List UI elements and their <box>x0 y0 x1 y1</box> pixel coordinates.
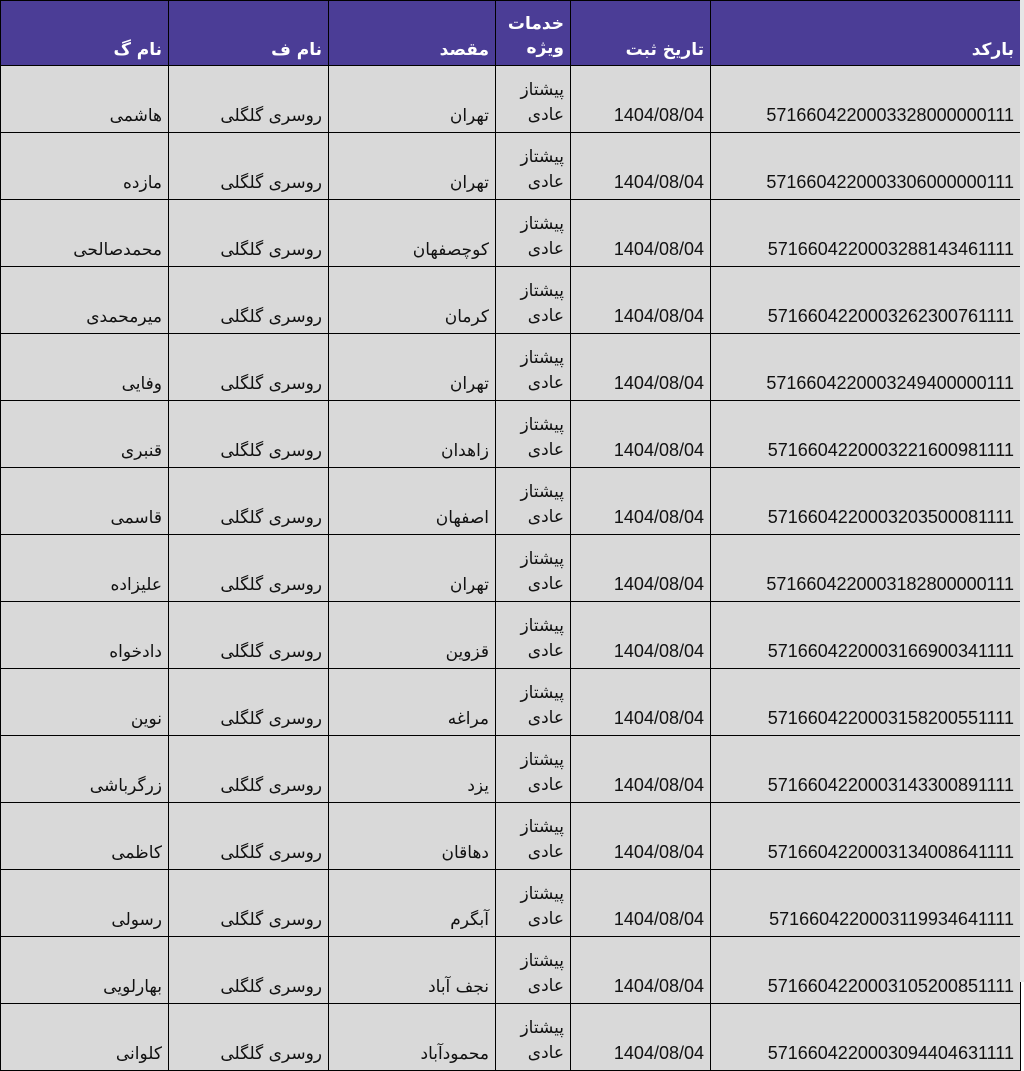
barcode-cell[interactable]: 5716604220003249400000111 <box>711 334 1021 401</box>
first-name-cell[interactable]: روسری گلگلی <box>169 468 329 535</box>
table-row <box>1 1004 1021 1071</box>
services-cell[interactable] <box>496 535 571 602</box>
services-cell[interactable] <box>496 66 571 133</box>
reg-date-cell[interactable]: 1404/08/04 <box>571 669 711 736</box>
service-class: عادی <box>527 976 564 996</box>
first-name-cell[interactable]: روسری گلگلی <box>169 803 329 870</box>
service-type: پیشتاز <box>520 482 564 502</box>
barcode-cell[interactable]: 5716604220003105200851111 <box>711 937 1021 1004</box>
table-row <box>1 334 1021 401</box>
destination-cell[interactable]: یزد <box>329 736 496 803</box>
table-row <box>1 401 1021 468</box>
service-type: پیشتاز <box>520 348 564 368</box>
last-name-cell[interactable]: وفایی <box>1 334 169 401</box>
last-name-cell[interactable]: قاسمی <box>1 468 169 535</box>
destination-cell[interactable]: تهران <box>329 133 496 200</box>
reg-date-cell[interactable]: 1404/08/04 <box>571 66 711 133</box>
service-class: عادی <box>527 306 564 326</box>
service-type: پیشتاز <box>520 817 564 837</box>
destination-cell[interactable]: دهاقان <box>329 803 496 870</box>
services-cell[interactable] <box>496 200 571 267</box>
service-type: پیشتاز <box>520 214 564 234</box>
service-class: عادی <box>527 507 564 527</box>
reg-date-cell[interactable]: 1404/08/04 <box>571 200 711 267</box>
reg-date-cell[interactable]: 1404/08/04 <box>571 535 711 602</box>
service-type: پیشتاز <box>520 147 564 167</box>
service-class: عادی <box>527 842 564 862</box>
service-type: پیشتاز <box>520 683 564 703</box>
table-row <box>1 535 1021 602</box>
table-row <box>1 803 1021 870</box>
reg-date-cell[interactable]: 1404/08/04 <box>571 133 711 200</box>
first-name-cell[interactable]: روسری گلگلی <box>169 1004 329 1071</box>
destination-cell[interactable]: کرمان <box>329 267 496 334</box>
reg-date-cell[interactable]: 1404/08/04 <box>571 602 711 669</box>
first-name-cell[interactable]: روسری گلگلی <box>169 334 329 401</box>
last-name-cell[interactable]: کلوانی <box>1 1004 169 1071</box>
reg-date-cell[interactable]: 1404/08/04 <box>571 937 711 1004</box>
service-class: عادی <box>527 239 564 259</box>
header-barcode[interactable]: بارکد <box>711 1 1021 66</box>
last-name-cell[interactable]: علیزاده <box>1 535 169 602</box>
barcode-cell[interactable]: 5716604220003221600981111 <box>711 401 1021 468</box>
services-cell[interactable] <box>496 334 571 401</box>
barcode-cell[interactable]: 5716604220003166900341111 <box>711 602 1021 669</box>
service-class: عادی <box>527 574 564 594</box>
service-type: پیشتاز <box>520 281 564 301</box>
destination-cell[interactable]: زاهدان <box>329 401 496 468</box>
first-name-cell[interactable]: روسری گلگلی <box>169 669 329 736</box>
destination-cell[interactable]: تهران <box>329 66 496 133</box>
header-reg-date[interactable]: تاریخ ثبت <box>571 1 711 66</box>
service-type: پیشتاز <box>520 750 564 770</box>
service-class: عادی <box>527 105 564 125</box>
table-row <box>1 66 1021 133</box>
services-cell[interactable] <box>496 870 571 937</box>
reg-date-cell[interactable]: 1404/08/04 <box>571 736 711 803</box>
destination-cell[interactable]: قزوین <box>329 602 496 669</box>
last-name-cell[interactable]: بهارلویی <box>1 937 169 1004</box>
services-cell[interactable] <box>496 133 571 200</box>
first-name-cell[interactable]: روسری گلگلی <box>169 535 329 602</box>
table-row <box>1 870 1021 937</box>
barcode-cell[interactable]: 5716604220003119934641111 <box>711 870 1021 937</box>
reg-date-cell[interactable]: 1404/08/04 <box>571 803 711 870</box>
barcode-cell[interactable]: 5716604220003203500081111 <box>711 468 1021 535</box>
services-cell[interactable] <box>496 669 571 736</box>
first-name-cell[interactable]: روسری گلگلی <box>169 267 329 334</box>
reg-date-cell[interactable]: 1404/08/04 <box>571 401 711 468</box>
table-row <box>1 133 1021 200</box>
service-class: عادی <box>527 373 564 393</box>
barcode-cell[interactable]: 5716604220003182800000111 <box>711 535 1021 602</box>
barcode-cell[interactable]: 5716604220003143300891111 <box>711 736 1021 803</box>
service-type: پیشتاز <box>520 415 564 435</box>
services-cell[interactable] <box>496 468 571 535</box>
last-name-cell[interactable]: محمدصالحی <box>1 200 169 267</box>
service-class: عادی <box>527 708 564 728</box>
table-row <box>1 200 1021 267</box>
service-type: پیشتاز <box>520 80 564 100</box>
services-cell[interactable] <box>496 937 571 1004</box>
service-type: پیشتاز <box>520 884 564 904</box>
last-name-cell[interactable]: دادخواه <box>1 602 169 669</box>
sheet-edge <box>1020 0 1024 982</box>
last-name-cell[interactable]: زرگرباشی <box>1 736 169 803</box>
destination-cell[interactable]: تهران <box>329 334 496 401</box>
destination-cell[interactable]: تهران <box>329 535 496 602</box>
first-name-cell[interactable]: روسری گلگلی <box>169 602 329 669</box>
destination-cell[interactable]: اصفهان <box>329 468 496 535</box>
last-name-cell[interactable]: هاشمی <box>1 66 169 133</box>
service-class: عادی <box>527 641 564 661</box>
reg-date-cell[interactable]: 1404/08/04 <box>571 334 711 401</box>
table-row <box>1 602 1021 669</box>
first-name-cell[interactable]: روسری گلگلی <box>169 133 329 200</box>
barcode-cell[interactable]: 5716604220003306000000111 <box>711 133 1021 200</box>
destination-cell[interactable]: کوچصفهان <box>329 200 496 267</box>
last-name-cell[interactable]: نوین <box>1 669 169 736</box>
last-name-cell[interactable]: رسولی <box>1 870 169 937</box>
service-type: پیشتاز <box>520 549 564 569</box>
services-cell[interactable] <box>496 803 571 870</box>
services-cell[interactable] <box>496 267 571 334</box>
reg-date-cell[interactable]: 1404/08/04 <box>571 468 711 535</box>
first-name-cell[interactable]: روسری گلگلی <box>169 200 329 267</box>
first-name-cell[interactable]: روسری گلگلی <box>169 736 329 803</box>
first-name-cell[interactable]: روسری گلگلی <box>169 937 329 1004</box>
header-destination[interactable]: مقصد <box>329 1 496 66</box>
services-cell[interactable] <box>496 736 571 803</box>
service-class: عادی <box>527 440 564 460</box>
service-type: پیشتاز <box>520 616 564 636</box>
barcode-cell[interactable]: 5716604220003262300761111 <box>711 267 1021 334</box>
last-name-cell[interactable]: قنبری <box>1 401 169 468</box>
barcode-cell[interactable]: 5716604220003134008641111 <box>711 803 1021 870</box>
table-row <box>1 669 1021 736</box>
service-class: عادی <box>527 172 564 192</box>
destination-cell[interactable]: محمودآباد <box>329 1004 496 1071</box>
service-class: عادی <box>527 775 564 795</box>
table-row <box>1 736 1021 803</box>
service-type: پیشتاز <box>520 951 564 971</box>
table-row <box>1 937 1021 1004</box>
header-services[interactable]: خدمات ویژه <box>496 1 571 66</box>
table-row <box>1 267 1021 334</box>
last-name-cell[interactable]: میرمحمدی <box>1 267 169 334</box>
reg-date-cell[interactable]: 1404/08/04 <box>571 870 711 937</box>
destination-cell[interactable]: مراغه <box>329 669 496 736</box>
header-last-name[interactable]: نام گ <box>1 1 169 66</box>
destination-cell[interactable]: آبگرم <box>329 870 496 937</box>
services-cell[interactable] <box>496 401 571 468</box>
first-name-cell[interactable]: روسری گلگلی <box>169 870 329 937</box>
header-first-name[interactable]: نام ف <box>169 1 329 66</box>
barcode-cell[interactable]: 5716604220003094404631111 <box>711 1004 1021 1071</box>
service-type: پیشتاز <box>520 1018 564 1038</box>
services-cell[interactable] <box>496 602 571 669</box>
service-class: عادی <box>527 1043 564 1063</box>
table-row <box>1 468 1021 535</box>
first-name-cell[interactable]: روسری گلگلی <box>169 66 329 133</box>
first-name-cell[interactable]: روسری گلگلی <box>169 401 329 468</box>
destination-cell[interactable]: نجف آباد <box>329 937 496 1004</box>
barcode-cell[interactable]: 5716604220003328000000111 <box>711 66 1021 133</box>
last-name-cell[interactable]: کاظمی <box>1 803 169 870</box>
last-name-cell[interactable]: مازده <box>1 133 169 200</box>
reg-date-cell[interactable]: 1404/08/04 <box>571 267 711 334</box>
header-row <box>1 1 1021 66</box>
barcode-cell[interactable]: 5716604220003158200551111 <box>711 669 1021 736</box>
barcode-cell[interactable]: 5716604220003288143461111 <box>711 200 1021 267</box>
reg-date-cell[interactable]: 1404/08/04 <box>571 1004 711 1071</box>
services-cell[interactable] <box>496 1004 571 1071</box>
service-class: عادی <box>527 909 564 929</box>
